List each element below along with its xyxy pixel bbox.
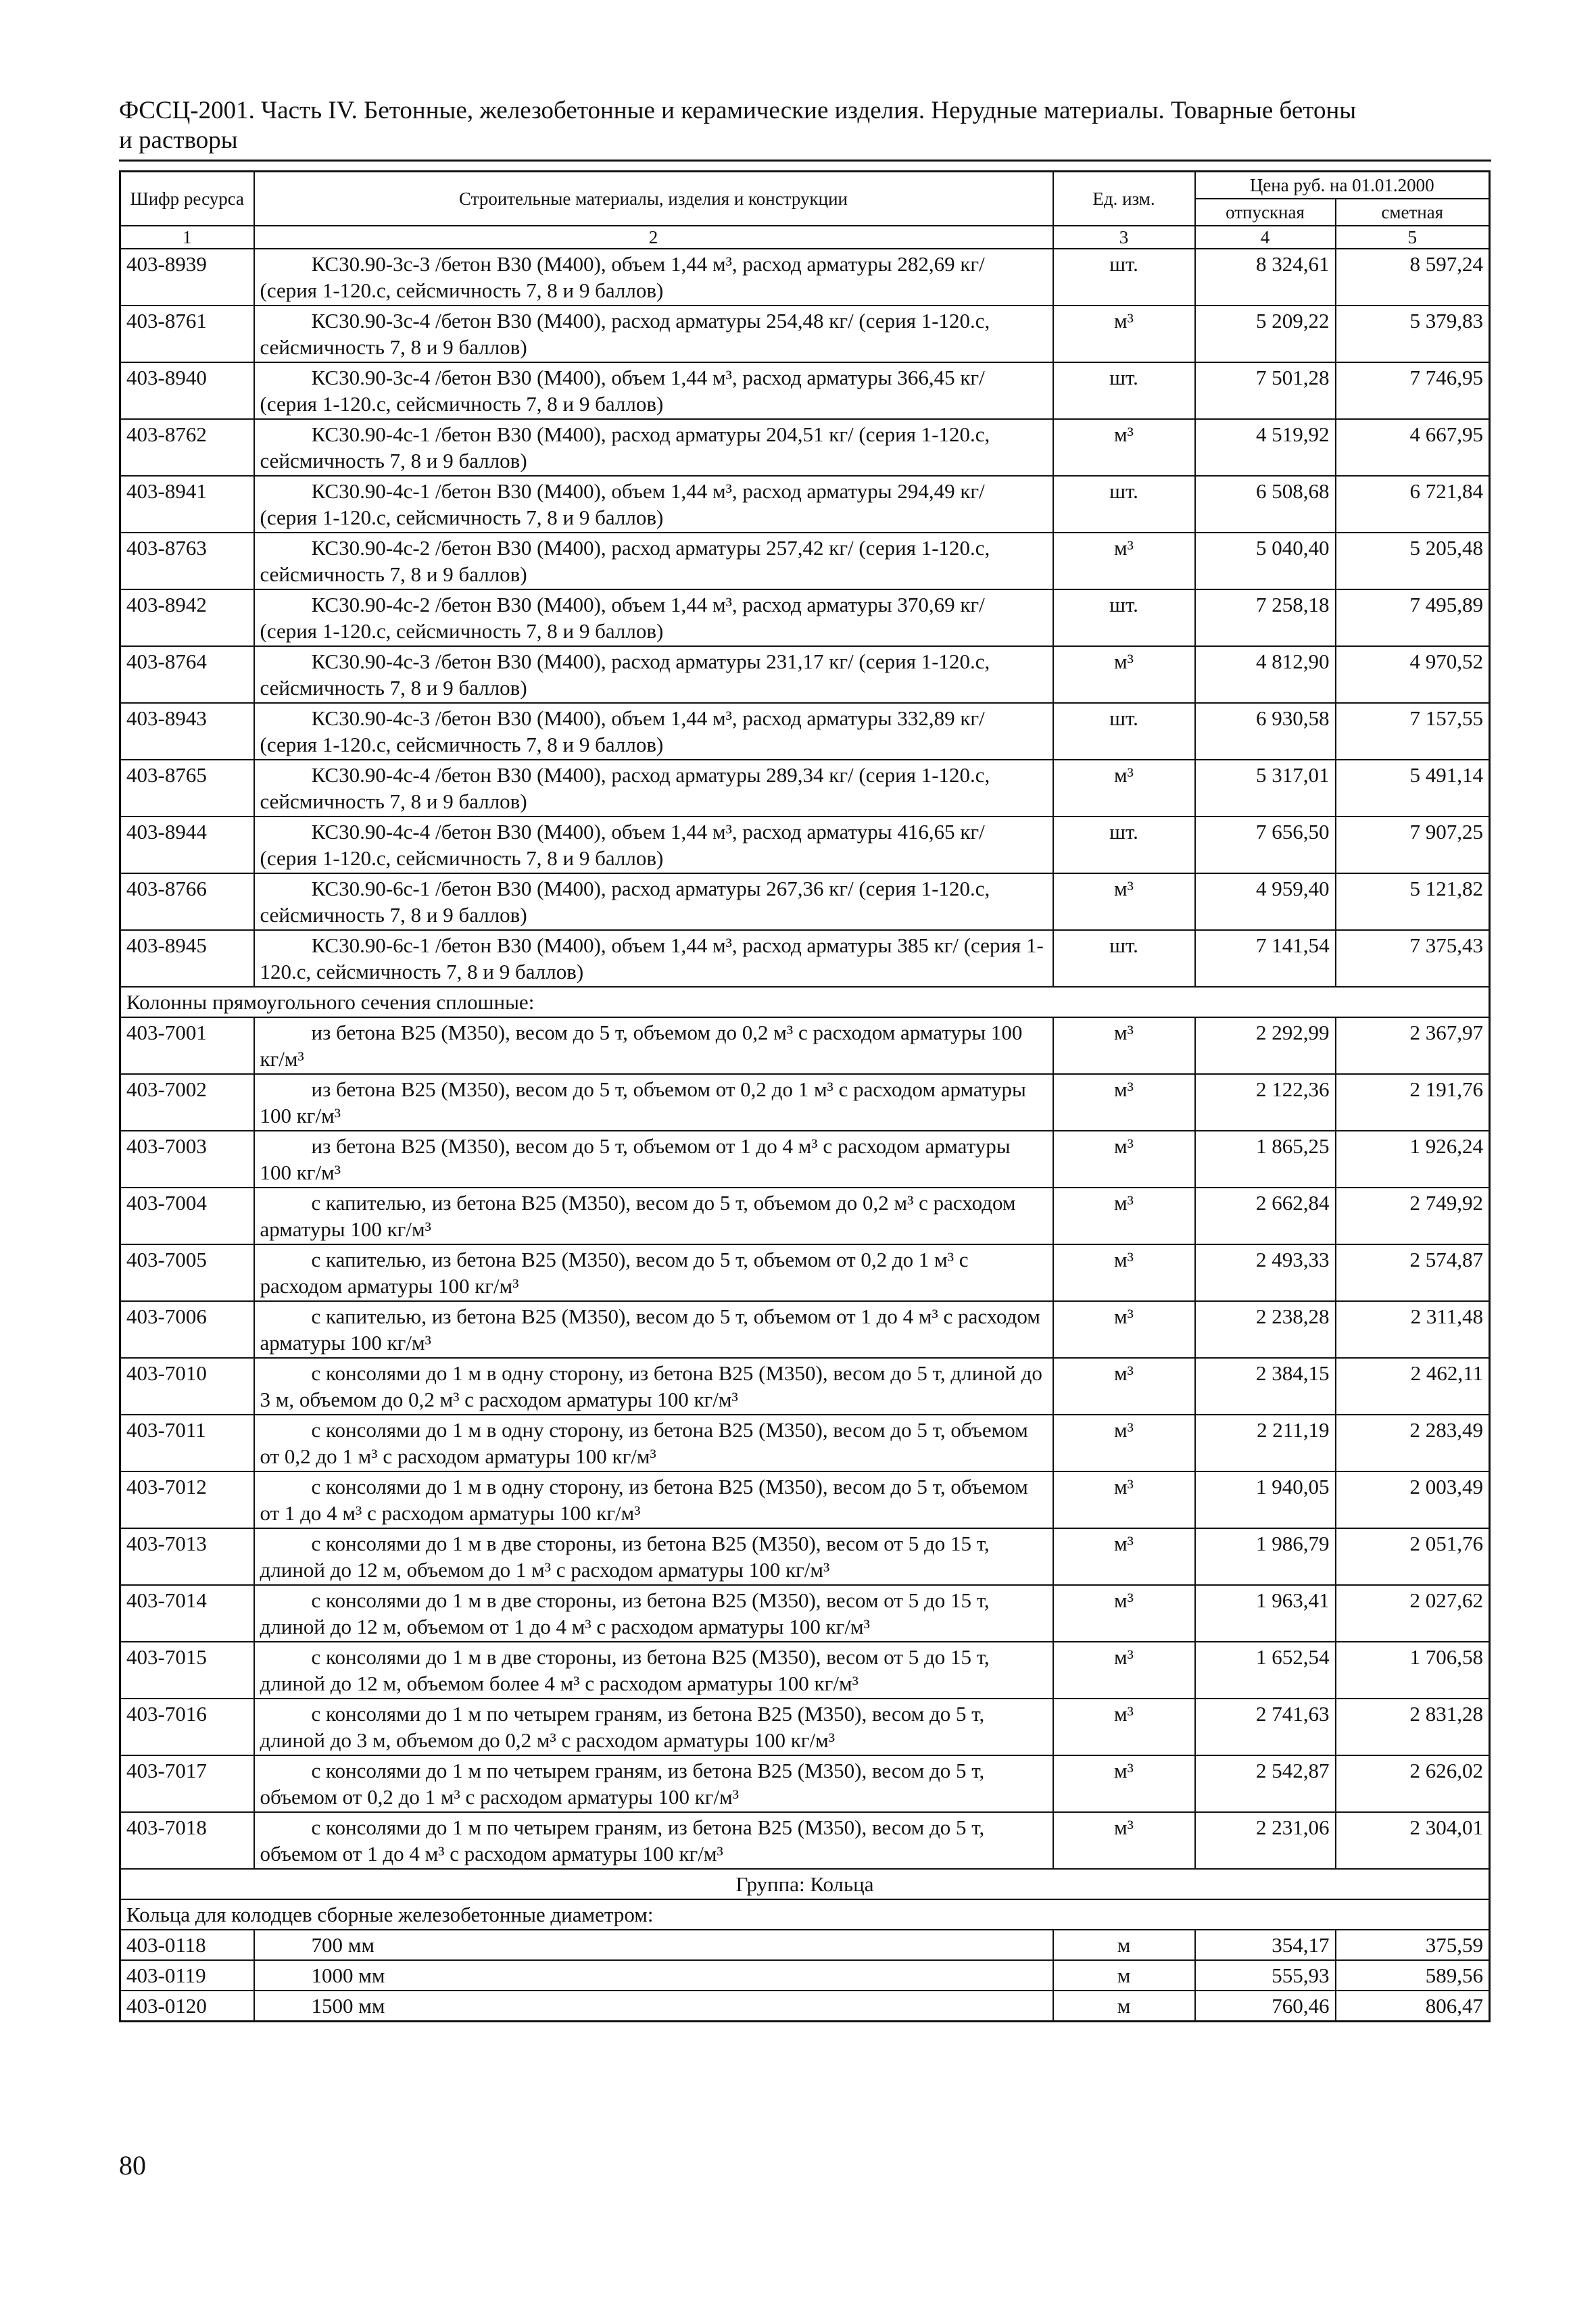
resource-code: 403-7015	[120, 1642, 254, 1699]
table-row	[120, 1301, 1490, 1358]
header-unit: Ед. изм.	[1053, 172, 1195, 226]
estimate-price: 375,59	[1336, 1930, 1490, 1960]
resource-code: 403-8945	[120, 930, 254, 987]
table-row	[120, 873, 1490, 930]
resource-code: 403-8943	[120, 703, 254, 760]
unit-of-measure: м³	[1053, 1642, 1195, 1699]
estimate-price: 5 491,14	[1336, 760, 1490, 817]
table-row	[120, 1991, 1490, 2022]
item-description: КС30.90-4с-4 /бетон В30 (М400), расход арматуры 289,34 кг/ (серия 1-120.с, сейсмичность 7, 8 и 9 баллов)	[254, 760, 1053, 817]
estimate-price: 2 283,49	[1336, 1415, 1490, 1471]
release-price: 7 501,28	[1195, 362, 1336, 419]
item-description: КС30.90-4с-3 /бетон В30 (М400), объем 1,44 м³, расход арматуры 332,89 кг/ (серия 1-120.с, сейсмичность 7, 8 и 9 баллов)	[254, 703, 1053, 760]
header-divider	[119, 160, 1491, 162]
page-number: 80	[119, 2150, 146, 2180]
release-price: 1 865,25	[1195, 1131, 1336, 1188]
table-row	[120, 817, 1490, 873]
table-row	[120, 1585, 1490, 1642]
column-number: 3	[1053, 226, 1195, 249]
table-row	[120, 1244, 1490, 1301]
group-heading-row	[120, 1869, 1490, 1899]
table-row	[120, 249, 1490, 306]
resource-code: 403-7013	[120, 1528, 254, 1585]
unit-of-measure: м	[1053, 1991, 1195, 2022]
resource-code: 403-8765	[120, 760, 254, 817]
unit-of-measure: м³	[1053, 1528, 1195, 1585]
release-price: 2 238,28	[1195, 1301, 1336, 1358]
release-price: 2 211,19	[1195, 1415, 1336, 1471]
unit-of-measure: м³	[1053, 1188, 1195, 1244]
unit-of-measure: м³	[1053, 1244, 1195, 1301]
unit-of-measure: м³	[1053, 306, 1195, 362]
estimate-price: 2 462,11	[1336, 1358, 1490, 1415]
resource-code: 403-7001	[120, 1017, 254, 1074]
estimate-price: 1 706,58	[1336, 1642, 1490, 1699]
header-name: Строительные материалы, изделия и конструкции	[254, 172, 1053, 226]
estimate-price: 589,56	[1336, 1960, 1490, 1991]
item-description: с консолями до 1 м в одну сторону, из бетона В25 (М350), весом до 5 т, длиной до 3 м, объемом до 0,2 м³ с расходом арматуры 100 кг/м³	[254, 1358, 1053, 1415]
section-heading-row	[120, 1899, 1490, 1930]
unit-of-measure: м³	[1053, 1755, 1195, 1812]
document-header	[119, 96, 1491, 155]
estimate-price: 2 051,76	[1336, 1528, 1490, 1585]
item-description: с капителью, из бетона В25 (М350), весом до 5 т, объемом от 0,2 до 1 м³ с расходом арматуры 100 кг/м³	[254, 1244, 1053, 1301]
table-row	[120, 1188, 1490, 1244]
release-price: 5 317,01	[1195, 760, 1336, 817]
header-release-price: отпускная	[1195, 199, 1336, 226]
release-price: 2 741,63	[1195, 1699, 1336, 1755]
resource-code: 403-7014	[120, 1585, 254, 1642]
item-description: из бетона В25 (М350), весом до 5 т, объемом от 1 до 4 м³ с расходом арматуры 100 кг/м³	[254, 1131, 1053, 1188]
release-price: 555,93	[1195, 1960, 1336, 1991]
table-row	[120, 646, 1490, 703]
table-row	[120, 533, 1490, 589]
column-number: 2	[254, 226, 1053, 249]
release-price: 2 493,33	[1195, 1244, 1336, 1301]
unit-of-measure: м³	[1053, 1358, 1195, 1415]
table-row	[120, 1017, 1490, 1074]
table-row	[120, 1699, 1490, 1755]
estimate-price: 7 495,89	[1336, 589, 1490, 646]
header-title-line2: и растворы	[119, 126, 238, 154]
item-description: с консолями до 1 м в две стороны, из бетона В25 (М350), весом от 5 до 15 т, длиной до 12 м, объемом более 4 м³ с расходом арматуры 100 кг/м³	[254, 1642, 1053, 1699]
resource-code: 403-8761	[120, 306, 254, 362]
group-heading: Группа: Кольца	[120, 1869, 1490, 1899]
resource-code: 403-0120	[120, 1991, 254, 2022]
column-number: 1	[120, 226, 254, 249]
column-number-row	[120, 226, 1490, 249]
item-description: из бетона В25 (М350), весом до 5 т, объемом от 0,2 до 1 м³ с расходом арматуры 100 кг/м³	[254, 1074, 1053, 1131]
unit-of-measure: м³	[1053, 646, 1195, 703]
release-price: 6 930,58	[1195, 703, 1336, 760]
unit-of-measure: м³	[1053, 873, 1195, 930]
estimate-price: 2 749,92	[1336, 1188, 1490, 1244]
table-row	[120, 1528, 1490, 1585]
item-description: с консолями до 1 м по четырем граням, из бетона В25 (М350), весом до 5 т, длиной до 3 м, объемом до 0,2 м³ с расходом арматуры 100 кг/м³	[254, 1699, 1053, 1755]
release-price: 1 963,41	[1195, 1585, 1336, 1642]
unit-of-measure: м³	[1053, 419, 1195, 476]
resource-code: 403-8762	[120, 419, 254, 476]
resource-code: 403-7017	[120, 1755, 254, 1812]
estimate-price: 7 375,43	[1336, 930, 1490, 987]
estimate-price: 2 191,76	[1336, 1074, 1490, 1131]
item-description: с капителью, из бетона В25 (М350), весом до 5 т, объемом до 0,2 м³ с расходом арматуры 100 кг/м³	[254, 1188, 1053, 1244]
item-description: с консолями до 1 м по четырем граням, из бетона В25 (М350), весом до 5 т, объемом от 0,2 до 1 м³ с расходом арматуры 100 кг/м³	[254, 1755, 1053, 1812]
header-code: Шифр ресурса	[120, 172, 254, 226]
unit-of-measure: шт.	[1053, 930, 1195, 987]
item-description: КС30.90-4с-1 /бетон В30 (М400), объем 1,44 м³, расход арматуры 294,49 кг/ (серия 1-120.с, сейсмичность 7, 8 и 9 баллов)	[254, 476, 1053, 533]
table-row	[120, 1471, 1490, 1528]
estimate-price: 2 003,49	[1336, 1471, 1490, 1528]
resource-code: 403-7018	[120, 1812, 254, 1869]
resource-code: 403-7005	[120, 1244, 254, 1301]
item-description: с консолями до 1 м по четырем граням, из бетона В25 (М350), весом до 5 т, объемом от 1 до 4 м³ с расходом арматуры 100 кг/м³	[254, 1812, 1053, 1869]
table-row	[120, 362, 1490, 419]
unit-of-measure: м	[1053, 1960, 1195, 1991]
estimate-price: 5 379,83	[1336, 306, 1490, 362]
estimate-price: 7 746,95	[1336, 362, 1490, 419]
header-estimate-price: сметная	[1336, 199, 1490, 226]
resource-code: 403-8939	[120, 249, 254, 306]
table-row	[120, 930, 1490, 987]
item-description: КС30.90-4с-1 /бетон В30 (М400), расход арматуры 204,51 кг/ (серия 1-120.с, сейсмичность 7, 8 и 9 баллов)	[254, 419, 1053, 476]
estimate-price: 6 721,84	[1336, 476, 1490, 533]
release-price: 4 959,40	[1195, 873, 1336, 930]
table-row	[120, 1755, 1490, 1812]
table-row	[120, 419, 1490, 476]
unit-of-measure: шт.	[1053, 589, 1195, 646]
resource-code: 403-8764	[120, 646, 254, 703]
release-price: 2 662,84	[1195, 1188, 1336, 1244]
release-price: 354,17	[1195, 1930, 1336, 1960]
unit-of-measure: м	[1053, 1930, 1195, 1960]
table-body	[120, 226, 1490, 2022]
item-description: 700 мм	[254, 1930, 1053, 1960]
release-price: 7 141,54	[1195, 930, 1336, 987]
estimate-price: 806,47	[1336, 1991, 1490, 2022]
unit-of-measure: м³	[1053, 1131, 1195, 1188]
unit-of-measure: шт.	[1053, 362, 1195, 419]
resource-code: 403-8941	[120, 476, 254, 533]
table-row	[120, 1642, 1490, 1699]
unit-of-measure: м³	[1053, 1301, 1195, 1358]
section-heading-row	[120, 987, 1490, 1017]
resource-code: 403-7010	[120, 1358, 254, 1415]
release-price: 7 258,18	[1195, 589, 1336, 646]
release-price: 2 384,15	[1195, 1358, 1336, 1415]
table-row	[120, 1930, 1490, 1960]
release-price: 5 040,40	[1195, 533, 1336, 589]
item-description: с консолями до 1 м в две стороны, из бетона В25 (М350), весом от 5 до 15 т, длиной до 12 м, объемом до 1 м³ с расходом арматуры 100 кг/м³	[254, 1528, 1053, 1585]
table-row	[120, 760, 1490, 817]
estimate-price: 2 367,97	[1336, 1017, 1490, 1074]
release-price: 2 292,99	[1195, 1017, 1336, 1074]
release-price: 4 812,90	[1195, 646, 1336, 703]
estimate-price: 2 304,01	[1336, 1812, 1490, 1869]
release-price: 2 231,06	[1195, 1812, 1336, 1869]
release-price: 1 652,54	[1195, 1642, 1336, 1699]
unit-of-measure: м³	[1053, 760, 1195, 817]
release-price: 5 209,22	[1195, 306, 1336, 362]
estimate-price: 2 831,28	[1336, 1699, 1490, 1755]
release-price: 6 508,68	[1195, 476, 1336, 533]
table-row	[120, 589, 1490, 646]
item-description: КС30.90-3с-3 /бетон В30 (М400), объем 1,44 м³, расход арматуры 282,69 кг/ (серия 1-120.с, сейсмичность 7, 8 и 9 баллов)	[254, 249, 1053, 306]
resource-code: 403-7012	[120, 1471, 254, 1528]
release-price: 2 122,36	[1195, 1074, 1336, 1131]
item-description: КС30.90-6с-1 /бетон В30 (М400), объем 1,44 м³, расход арматуры 385 кг/ (серия 1-120.с, сейсмичность 7, 8 и 9 баллов)	[254, 930, 1053, 987]
estimate-price: 7 157,55	[1336, 703, 1490, 760]
column-number: 4	[1195, 226, 1336, 249]
unit-of-measure: м³	[1053, 533, 1195, 589]
estimate-price: 2 027,62	[1336, 1585, 1490, 1642]
estimate-price: 1 926,24	[1336, 1131, 1490, 1188]
unit-of-measure: шт.	[1053, 817, 1195, 873]
item-description: 1500 мм	[254, 1991, 1053, 2022]
resource-code: 403-7011	[120, 1415, 254, 1471]
table-row	[120, 476, 1490, 533]
table-row	[120, 306, 1490, 362]
estimate-price: 8 597,24	[1336, 249, 1490, 306]
item-description: с капителью, из бетона В25 (М350), весом до 5 т, объемом от 1 до 4 м³ с расходом арматуры 100 кг/м³	[254, 1301, 1053, 1358]
section-heading: Кольца для колодцев сборные железобетонные диаметром:	[120, 1899, 1490, 1930]
release-price: 8 324,61	[1195, 249, 1336, 306]
resource-code: 403-7016	[120, 1699, 254, 1755]
table-row	[120, 1812, 1490, 1869]
unit-of-measure: шт.	[1053, 703, 1195, 760]
item-description: КС30.90-3с-4 /бетон В30 (М400), объем 1,44 м³, расход арматуры 366,45 кг/ (серия 1-120.с, сейсмичность 7, 8 и 9 баллов)	[254, 362, 1053, 419]
price-table	[119, 170, 1491, 2022]
section-heading: Колонны прямоугольного сечения сплошные:	[120, 987, 1490, 1017]
table-row	[120, 1415, 1490, 1471]
estimate-price: 2 626,02	[1336, 1755, 1490, 1812]
resource-code: 403-7002	[120, 1074, 254, 1131]
unit-of-measure: м³	[1053, 1471, 1195, 1528]
release-price: 2 542,87	[1195, 1755, 1336, 1812]
unit-of-measure: м³	[1053, 1074, 1195, 1131]
unit-of-measure: м³	[1053, 1812, 1195, 1869]
table-row	[120, 1960, 1490, 1991]
resource-code: 403-8940	[120, 362, 254, 419]
item-description: КС30.90-4с-2 /бетон В30 (М400), расход арматуры 257,42 кг/ (серия 1-120.с, сейсмичность 7, 8 и 9 баллов)	[254, 533, 1053, 589]
resource-code: 403-8763	[120, 533, 254, 589]
estimate-price: 7 907,25	[1336, 817, 1490, 873]
item-description: с консолями до 1 м в одну сторону, из бетона В25 (М350), весом до 5 т, объемом от 1 до 4 м³ с расходом арматуры 100 кг/м³	[254, 1471, 1053, 1528]
resource-code: 403-7003	[120, 1131, 254, 1188]
estimate-price: 4 970,52	[1336, 646, 1490, 703]
unit-of-measure: м³	[1053, 1585, 1195, 1642]
column-number: 5	[1336, 226, 1490, 249]
item-description: из бетона В25 (М350), весом до 5 т, объемом до 0,2 м³ с расходом арматуры 100 кг/м³	[254, 1017, 1053, 1074]
resource-code: 403-8766	[120, 873, 254, 930]
item-description: с консолями до 1 м в две стороны, из бетона В25 (М350), весом от 5 до 15 т, длиной до 12 м, объемом от 1 до 4 м³ с расходом арматуры 100 кг/м³	[254, 1585, 1053, 1642]
release-price: 1 940,05	[1195, 1471, 1336, 1528]
resource-code: 403-8942	[120, 589, 254, 646]
table-row	[120, 1358, 1490, 1415]
resource-code: 403-7006	[120, 1301, 254, 1358]
unit-of-measure: м³	[1053, 1017, 1195, 1074]
estimate-price: 4 667,95	[1336, 419, 1490, 476]
table-header	[120, 172, 1490, 226]
item-description: с консолями до 1 м в одну сторону, из бетона В25 (М350), весом до 5 т, объемом от 0,2 до 1 м³ с расходом арматуры 100 кг/м³	[254, 1415, 1053, 1471]
estimate-price: 5 121,82	[1336, 873, 1490, 930]
release-price: 4 519,92	[1195, 419, 1336, 476]
resource-code: 403-0118	[120, 1930, 254, 1960]
table-row	[120, 703, 1490, 760]
release-price: 760,46	[1195, 1991, 1336, 2022]
release-price: 7 656,50	[1195, 817, 1336, 873]
resource-code: 403-8944	[120, 817, 254, 873]
estimate-price: 2 311,48	[1336, 1301, 1490, 1358]
estimate-price: 2 574,87	[1336, 1244, 1490, 1301]
table-row	[120, 1131, 1490, 1188]
resource-code: 403-0119	[120, 1960, 254, 1991]
unit-of-measure: шт.	[1053, 249, 1195, 306]
item-description: 1000 мм	[254, 1960, 1053, 1991]
header-title-line1: ФССЦ-2001. Часть IV. Бетонные, железобетонные и керамические изделия. Нерудные материалы. Товарные бетоны	[119, 97, 1357, 124]
item-description: КС30.90-4с-2 /бетон В30 (М400), объем 1,44 м³, расход арматуры 370,69 кг/ (серия 1-120.с, сейсмичность 7, 8 и 9 баллов)	[254, 589, 1053, 646]
unit-of-measure: м³	[1053, 1699, 1195, 1755]
header-price-group: Цена руб. на 01.01.2000	[1195, 172, 1490, 199]
table-row	[120, 1074, 1490, 1131]
item-description: КС30.90-6с-1 /бетон В30 (М400), расход арматуры 267,36 кг/ (серия 1-120.с, сейсмичность 7, 8 и 9 баллов)	[254, 873, 1053, 930]
estimate-price: 5 205,48	[1336, 533, 1490, 589]
item-description: КС30.90-4с-3 /бетон В30 (М400), расход арматуры 231,17 кг/ (серия 1-120.с, сейсмичность 7, 8 и 9 баллов)	[254, 646, 1053, 703]
release-price: 1 986,79	[1195, 1528, 1336, 1585]
item-description: КС30.90-4с-4 /бетон В30 (М400), объем 1,44 м³, расход арматуры 416,65 кг/ (серия 1-120.с, сейсмичность 7, 8 и 9 баллов)	[254, 817, 1053, 873]
item-description: КС30.90-3с-4 /бетон В30 (М400), расход арматуры 254,48 кг/ (серия 1-120.с, сейсмичность 7, 8 и 9 баллов)	[254, 306, 1053, 362]
resource-code: 403-7004	[120, 1188, 254, 1244]
unit-of-measure: м³	[1053, 1415, 1195, 1471]
unit-of-measure: шт.	[1053, 476, 1195, 533]
